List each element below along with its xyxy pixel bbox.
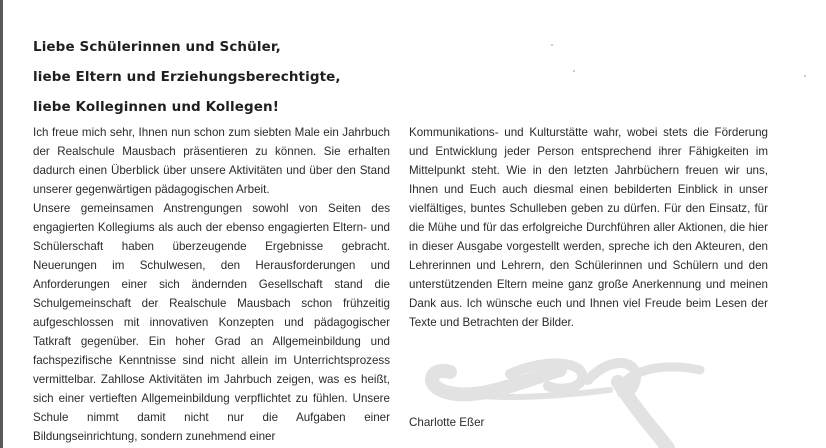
greeting-line-colleagues: liebe Kolleginnen und Kollegen!: [33, 99, 280, 115]
scan-speck: [804, 75, 806, 77]
greeting-line-parents: liebe Eltern und Erziehungsberechtigte,: [33, 69, 341, 85]
greeting-line-students: Liebe Schülerinnen und Schüler,: [33, 39, 281, 55]
scan-speck: [551, 44, 553, 46]
body-column-left: [33, 123, 390, 446]
body-paragraph: Ich freue mich sehr, Ihnen nun schon zum siebten Male ein Jahrbuch der Realschule Mausbach präsentieren zu können. Sie erhalten dadurch einen Überblick über unsere Aktivitäten und über den Stand unserer gegenwärtigen pädagogischen Arbeit.: [33, 126, 390, 196]
body-column-right: [409, 123, 768, 332]
signature-name: Charlotte Eßer: [409, 416, 485, 429]
greeting-block: [33, 32, 453, 122]
scan-speck: [573, 70, 575, 72]
body-paragraph: Unsere gemeinsamen Anstrengungen sowohl von Seiten des engagierten Kollegiums als auch der ebenso engagierten Eltern- und Schülerschaft haben überzeugende Ergebnisse gebracht. Neuerungen im Schulwesen, den Herausforderungen und Anforderungen einer sich ändernden Gesellschaft stand die Schulgemeinschaft der Realschule Mausbach schon frühzeitig aufgeschlossen mit innovativen Konzepten und pädagogischer Tatkraft gegenüber. Ein hoher Grad an Allgemeinbildung und fachspezifische Kenntnisse sind nicht allein im Unterrichtsprozess vermittelbar. Zahllose Aktivitäten im Jahrbuch zeigen, was es heißt, sich einer vertieften Allgemeinbildung verpflichtet zu fühlen. Unsere Schule nimmt damit nicht nur die Aufgaben einer Bildungseinrichtung, sondern zunehmend einer: [33, 202, 390, 443]
body-paragraph: Kommunikations- und Kulturstätte wahr, wobei stets die Förderung und Entwicklung jeder Person entsprechend ihrer Fähigkeiten im Mittelpunkt steht. Wie in den letzten Jahrbüchern freuen wir uns, Ihnen und Euch auch diesmal einen bebilderten Einblick in unser vielfältiges, buntes Schulleben geben zu dürfen. Für den Einsatz, für die Mühe und für das erfolgreiche Durchführen aller Aktionen, die hier in dieser Ausgabe vorgestellt werden, spreche ich den Akteuren, den Lehrerinnen und Lehrern, den Schülerinnen und Schülern und den unterstützenden Eltern meine ganz große Anerkennung und meinen Dank aus. Ich wünsche euch und Ihnen viel Freude beim Lesen der Texte und Betrachten der Bilder.: [409, 126, 768, 329]
page-edge-rule: [0, 0, 3, 448]
